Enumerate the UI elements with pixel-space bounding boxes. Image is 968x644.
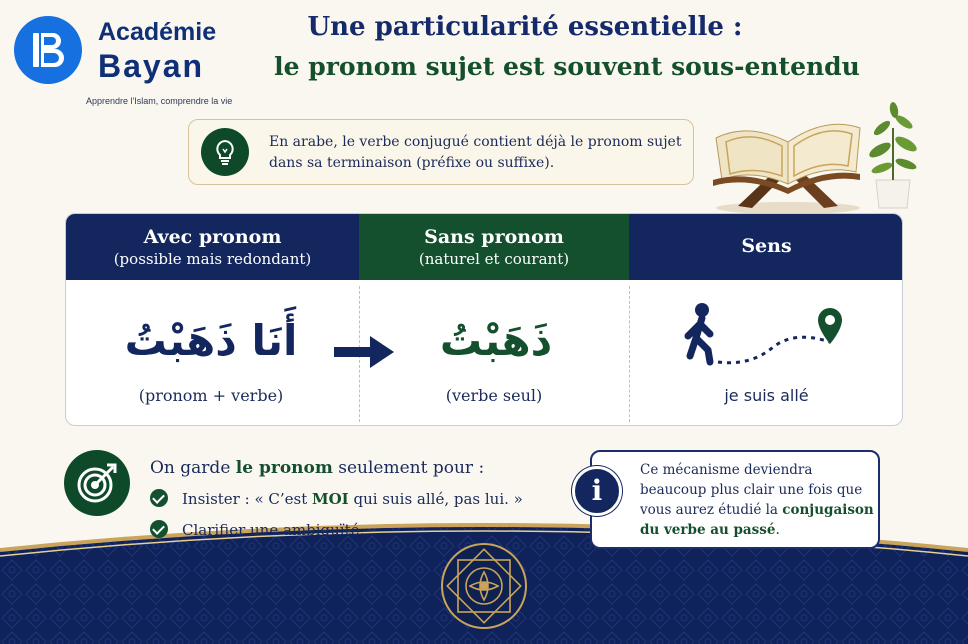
caption-with-pronoun: (pronom + verbe) <box>138 386 284 405</box>
column-title: Sens <box>741 235 792 257</box>
keep-title <box>150 458 484 478</box>
keep-title-highlight: le pronom <box>235 458 333 478</box>
column-title: Avec pronom <box>143 226 282 248</box>
info-text-part2: . <box>775 522 780 538</box>
book-b-logo-icon <box>14 16 82 84</box>
column-divider <box>629 286 630 422</box>
info-text <box>640 460 876 540</box>
logo-name-line2: Bayan <box>98 48 205 84</box>
column-title: Sans pronom <box>424 226 564 248</box>
tip-box <box>188 119 694 185</box>
target-icon <box>64 450 130 516</box>
keep-bullet <box>150 520 364 539</box>
bullet-text: Clarifier une ambiguïté. <box>182 521 365 539</box>
lightbulb-icon <box>201 128 249 176</box>
check-circle-icon <box>150 489 168 507</box>
arabic-without-pronoun: ذَهَبْتُ <box>439 316 553 365</box>
bullet-text: Insister : « C’est <box>182 490 313 508</box>
arrow-right-icon <box>332 334 396 370</box>
logo <box>14 12 264 106</box>
tip-text: En arabe, le verbe conjugué contient déjà le pronom sujet dans sa terminaison (préfixe ou suffixe). <box>269 134 682 171</box>
bullet-highlight: MOI <box>312 490 349 508</box>
column-header-without-pronoun <box>359 214 629 280</box>
logo-tagline: Apprendre l'Islam, comprendre la vie <box>86 96 233 106</box>
bullet-text-suffix: qui suis allé, pas lui. » <box>348 490 523 508</box>
caption-meaning: je suis allé <box>724 386 809 405</box>
info-box <box>590 450 880 549</box>
column-subtitle: (possible mais redondant) <box>113 250 312 268</box>
walking-person-path-icon <box>680 300 850 370</box>
info-icon: i <box>572 466 622 516</box>
keep-title-part2: seulement pour : <box>332 458 485 478</box>
comparison-table <box>65 213 903 426</box>
keep-bullet <box>150 489 523 508</box>
check-circle-icon <box>150 520 168 538</box>
keep-title-part1: On garde <box>150 458 236 478</box>
info-text-part1: Ce mécanisme deviendra beaucoup plus clair une fois que vous aurez étudié la <box>640 462 863 518</box>
column-header-meaning <box>629 214 903 280</box>
column-subtitle: (naturel et courant) <box>418 250 570 268</box>
page-title-line1: Une particularité essentielle : <box>307 12 743 42</box>
column-header-with-pronoun <box>66 214 359 280</box>
arabic-with-pronoun: أَنَا ذَهَبْتُ <box>124 316 298 365</box>
open-book-stand-icon <box>708 98 918 216</box>
info-text-highlight: conjugaison du verbe au passé <box>640 502 874 538</box>
logo-name-line1: Académie <box>98 18 217 46</box>
page-title-line2: le pronom sujet est souvent sous-entendu <box>274 52 860 81</box>
caption-without-pronoun: (verbe seul) <box>445 386 543 405</box>
